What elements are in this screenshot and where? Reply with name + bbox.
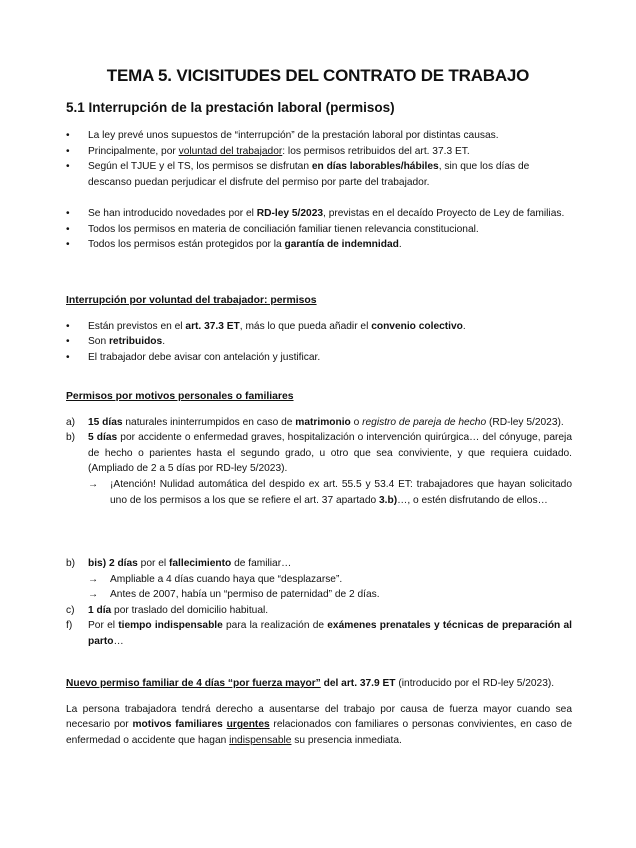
arrow-icon: → — [88, 589, 99, 601]
list-item: • Todos los permisos están protegidos por la garantía de indemnidad. — [66, 237, 572, 253]
list-subitem: → ¡Atención! Nulidad automática del despido ex art. 55.5 y 53.4 ET: trabajadores que hayan solicitado uno de los permisos a los que se refiere el art. 37 apartado 3.b)…, o estén disfrutando de ellos… — [88, 478, 572, 506]
list-item: • La ley prevé unos supuestos de “interrupción” de la prestación laboral por distintas causas. — [66, 128, 572, 144]
permisos-section-2 — [66, 556, 572, 650]
list-item: • Están previstos en el art. 37.3 ET, más lo que pueda añadir el convenio colectivo. — [66, 319, 572, 335]
list-subitem: → Ampliable a 4 días cuando haya que “desplazarse”. — [66, 572, 572, 588]
list-item: • El trabajador debe avisar con antelación y justificar. — [66, 350, 572, 366]
list-item-bbis: b) bis) 2 días por el fallecimiento de familiar… — [66, 558, 292, 569]
voluntad-heading: Interrupción por voluntad del trabajador: permisos — [66, 295, 317, 306]
list-item: • Principalmente, por voluntad del trabajador: los permisos retribuidos del art. 37.3 ET. — [66, 144, 572, 160]
page-title: TEMA 5. VICISITUDES DEL CONTRATO DE TRABAJO — [106, 66, 530, 85]
fuerza-mayor-section — [66, 676, 572, 748]
section-title: 5.1 Interrupción de la prestación laboral (permisos) — [66, 100, 395, 115]
fuerza-mayor-heading: Nuevo permiso familiar de 4 días “por fuerza mayor” del art. 37.9 ET (introducido por el RD-ley 5/2023). — [66, 678, 555, 689]
permisos-section — [66, 389, 572, 508]
list-item: • Todos los permisos en materia de conciliación familiar tienen relevancia constitucional. — [66, 222, 572, 238]
permisos-heading: Permisos por motivos personales o familiares — [66, 391, 294, 402]
arrow-icon: → — [88, 478, 99, 490]
list-subitem: → Antes de 2007, había un “permiso de paternidad” de 2 días. — [66, 587, 572, 603]
arrow-icon: → — [88, 573, 99, 585]
intro-list — [66, 128, 572, 190]
fuerza-mayor-paragraph: La persona trabajadora tendrá derecho a ausentarse del trabajo por causa de fuerza mayor cuando sea necesario por motivos familiares urgentes relacionados con familiares o personas convivientes, en caso de enfermedad o accidente que hagan indispensable su presencia inmediata. — [66, 703, 572, 746]
list-item: • Según el TJUE y el TS, los permisos se disfrutan en días laborables/hábiles, sin que los días de descanso puedan perjudicar el disfrute del permiso por parte del trabajador. — [66, 159, 572, 190]
list-item-c: c) 1 día por traslado del domicilio habitual. — [66, 604, 269, 616]
intro-list-2 — [66, 206, 572, 253]
voluntad-section — [66, 293, 572, 365]
list-item: • Son retribuidos. — [66, 334, 572, 350]
list-item-f: f) Por el tiempo indispensable para la realización de exámenes prenatales y técnicas de preparación al parto… — [66, 620, 572, 647]
list-item: • Se han introducido novedades por el RD-ley 5/2023, previstas en el decaído Proyecto de Ley de familias. — [66, 206, 572, 222]
list-item-a: a) 15 días naturales ininterrumpidos en caso de matrimonio o registro de pareja de hecho (RD-ley 5/2023). — [66, 416, 564, 428]
list-item-b: b) 5 días por accidente o enfermedad graves, hospitalización o intervención quirúrgica… del cónyuge, pareja de hecho o parientes hasta el segundo grado, u otro que sea conviviente, y que requiera cuidado. (Ampliado de 2 a 5 días por RD-ley 5/2023). — [66, 432, 572, 475]
